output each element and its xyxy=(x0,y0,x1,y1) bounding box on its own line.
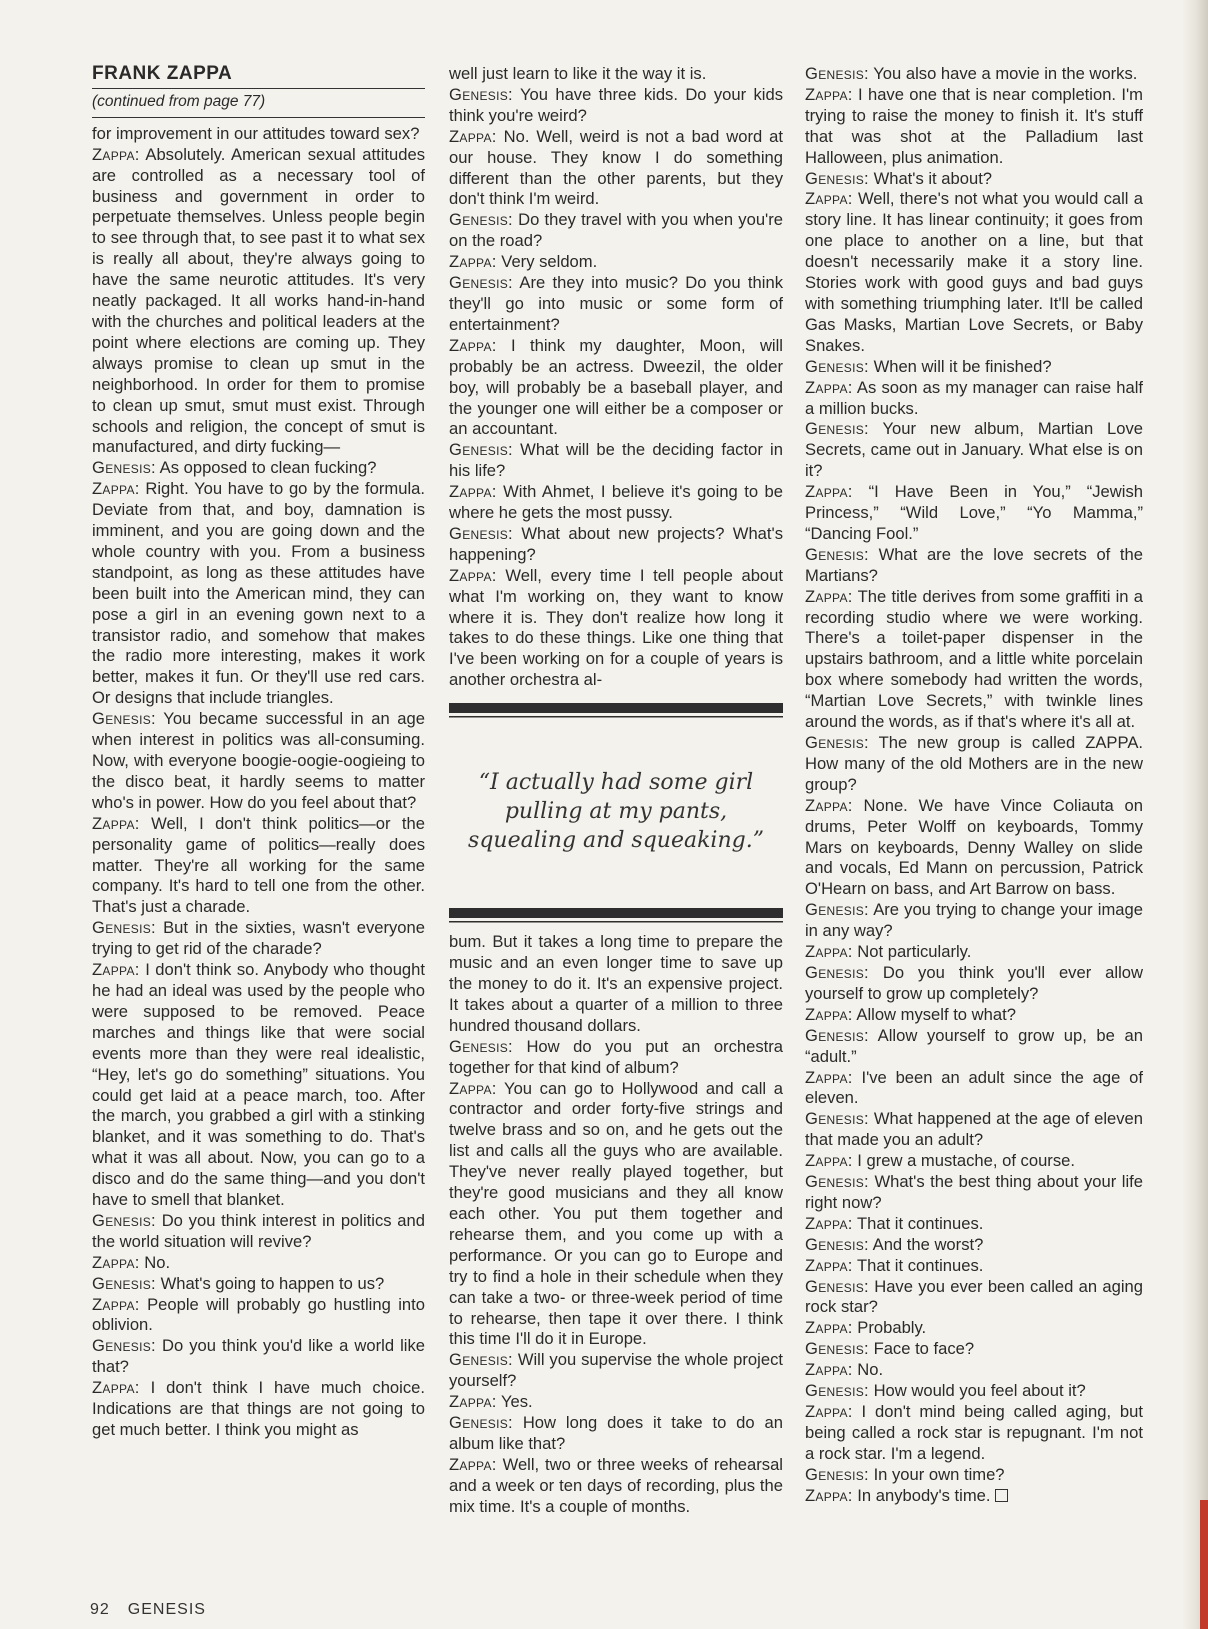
paragraph-text: Face to face? xyxy=(873,1339,975,1359)
paragraph-text: Not particularly. xyxy=(857,942,972,962)
paragraph-text: In anybody's time. xyxy=(857,1485,991,1505)
paragraph-text: Right. You have to go by the formula. Deviate from that, and boy, damnation is imminent, and you are going down and the whole country with you. From a business standpoint, as long as these attitudes have been built into the American mind, they can pose a girl in an evening gown next to a transistor radio, and somehow that makes the radio more interesting, makes it work better, makes it fun. Or they'll use red cars. Or designs that include triangles. xyxy=(92,479,425,708)
speaker-label: Genesis: xyxy=(805,1025,869,1045)
interview-paragraph xyxy=(449,1413,783,1455)
speaker-label: Genesis: xyxy=(805,1339,869,1359)
paragraph-text: I think my daughter, Moon, will probably be an actress. Dweezil, the older boy, will probably be a baseball player, and the younger one will either be a composer or an accountant. xyxy=(449,335,783,439)
speaker-label: Zappa: xyxy=(92,960,140,980)
speaker-label: Genesis: xyxy=(805,1172,869,1192)
paragraph-text: No. xyxy=(857,1360,884,1380)
paragraph-text: None. We have Vince Coliauta on drums, Peter Wolff on keyboards, Tommy Mars on keyboards, Denny Walley on slide and vocals, Ed Mann on percussion, Patrick O'Hearn on bass, and Art Barrow on bass. xyxy=(805,795,1143,899)
paragraph-text: What are the love secrets of the Martians? xyxy=(805,544,1143,585)
speaker-label: Zappa: xyxy=(92,479,140,499)
interview-paragraph xyxy=(805,1381,1143,1402)
speaker-label: Genesis: xyxy=(92,458,156,478)
paragraph-text: bum. But it takes a long time to prepare the music and an even longer time to save up the money to do it. It's an expensive project. It takes about a quarter of a million to three hundred thousand dollars. xyxy=(449,932,783,1035)
interview-paragraph xyxy=(805,900,1143,942)
pull-quote-rule-top xyxy=(449,703,783,713)
paragraph-text: What's the best thing about your life right now? xyxy=(805,1172,1143,1212)
interview-paragraph xyxy=(805,1005,1143,1026)
interview-paragraph xyxy=(805,189,1143,356)
paragraph-text: How would you feel about it? xyxy=(873,1381,1086,1401)
interview-paragraph xyxy=(805,378,1143,420)
paragraph-text: That it continues. xyxy=(856,1255,984,1275)
interview-paragraph xyxy=(805,1486,1143,1507)
interview-paragraph xyxy=(92,458,425,479)
interview-paragraph xyxy=(449,210,783,252)
paragraph-text: Have you ever been called an aging rock star? xyxy=(805,1276,1143,1317)
paragraph-text: How do you put an orchestra together for that kind of album? xyxy=(449,1036,783,1077)
interview-paragraph xyxy=(92,1336,425,1378)
column-2 xyxy=(449,64,783,1518)
paragraph-text: Well, two or three weeks of rehearsal and a week or ten days of recording, plus the mix time. It's a couple of months. xyxy=(449,1454,783,1516)
spine-red-edge xyxy=(1200,1500,1208,1629)
interview-paragraph xyxy=(805,1339,1143,1360)
interview-paragraph xyxy=(449,85,783,127)
interview-paragraph xyxy=(449,1079,783,1351)
paragraph-text: What's going to happen to us? xyxy=(160,1273,385,1293)
speaker-label: Genesis: xyxy=(805,733,869,752)
paragraph-text: No. Well, weird is not a bad word at our house. They know I do something different than the other parents, but they don't think I'm weird. xyxy=(449,126,783,209)
paragraph-text: I don't mind being called aging, but being called a rock star is repugnant. I'm not a rock star. I'm a legend. xyxy=(805,1402,1143,1463)
interview-paragraph xyxy=(92,1253,425,1274)
paragraph-text: Well, every time I tell people about what I'm working on, they want to know where it is. They don't realize how long it takes to do these things. Like one thing that I've been working on for a couple of years is another orchestra al- xyxy=(449,565,783,690)
paragraph-text: I have one that is near completion. I'm trying to raise the money to finish it. It's stuff that was shot at the Palladium last Halloween, plus animation. xyxy=(805,84,1143,167)
paragraph-text: Very seldom. xyxy=(501,252,598,272)
interview-paragraph xyxy=(805,169,1143,190)
speaker-label: Zappa: xyxy=(805,1360,853,1380)
paragraph-text: Yes. xyxy=(500,1392,533,1412)
paragraph-text: Absolutely. American sexual attitudes are controlled as a necessary tool of business and government in order to perpetuate themselves. Unless people begin to see through that, to see past it to what sex is really all about, they're always going to have the same neurotic attitudes. It's very neatly packaged. It all works hand-in-hand with the churches and political leaders at the point where elections are coming up. They always promise to clean up smut in the neighborhood. In order for them to promise to clean up smut, smut must exist. Through schools and religion, the concept of smut is manufactured, and dirty fucking— xyxy=(92,144,425,457)
speaker-label: Genesis: xyxy=(92,1336,156,1356)
speaker-label: Zappa: xyxy=(805,1485,853,1505)
interview-paragraph xyxy=(805,963,1143,1005)
paragraph-text: Are they into music? Do you think they'll go into music or some form of entertainment? xyxy=(449,273,783,334)
speaker-label: Genesis: xyxy=(805,1276,869,1296)
paragraph-text: With Ahmet, I believe it's going to be where he gets the most pussy. xyxy=(449,482,783,523)
speaker-label: Zappa: xyxy=(805,795,853,815)
speaker-label: Genesis: xyxy=(92,1210,156,1230)
paragraph-text: What's it about? xyxy=(873,168,993,188)
interview-paragraph xyxy=(449,252,783,273)
speaker-label: Zappa: xyxy=(92,813,140,833)
interview-paragraph xyxy=(92,918,425,960)
speaker-label: Genesis: xyxy=(805,1109,869,1129)
speaker-label: Zappa: xyxy=(805,1004,853,1024)
paragraph-text: You have three kids. Do your kids think you're weird? xyxy=(449,84,784,125)
speaker-label: Zappa: xyxy=(805,1402,853,1421)
end-mark-icon xyxy=(995,1489,1008,1502)
paragraph-text: Allow myself to what? xyxy=(856,1004,1016,1024)
interview-paragraph xyxy=(92,1378,425,1441)
paragraph-text: “I Have Been in You,” “Jewish Princess,” “Wild Love,” “Yo Mamma,” “Dancing Fool.” xyxy=(805,482,1143,543)
paragraph-text: How long does it take to do an album like that? xyxy=(449,1413,783,1453)
interview-paragraph xyxy=(805,1256,1143,1277)
interview-paragraph xyxy=(449,1037,783,1079)
interview-paragraph xyxy=(449,1392,783,1413)
speaker-label: Genesis: xyxy=(805,900,869,920)
paragraph-text: No. xyxy=(144,1252,171,1272)
speaker-label: Zappa: xyxy=(805,1255,853,1275)
paragraph-text: I grew a mustache, of course. xyxy=(857,1151,1075,1171)
magazine-name: GENESIS xyxy=(127,1601,206,1618)
speaker-label: Zappa: xyxy=(805,586,853,606)
interview-paragraph xyxy=(92,709,425,814)
speaker-label: Genesis: xyxy=(92,709,156,729)
column-3 xyxy=(805,64,1143,1507)
interview-paragraph xyxy=(805,796,1143,901)
paragraph-text: But in the sixties, wasn't everyone trying to get rid of the charade? xyxy=(92,918,425,959)
speaker-label: Zappa: xyxy=(92,1378,140,1398)
column-2-bottom-body xyxy=(449,932,783,1517)
interview-paragraph xyxy=(805,482,1143,545)
interview-paragraph xyxy=(805,64,1143,85)
speaker-label: Genesis: xyxy=(449,84,513,104)
speaker-label: Zappa: xyxy=(449,1454,497,1474)
interview-paragraph xyxy=(449,1455,783,1518)
paragraph-text: What about new projects? What's happening? xyxy=(449,523,783,564)
interview-paragraph xyxy=(805,1214,1143,1235)
column-1-body xyxy=(92,124,425,1441)
speaker-label: Zappa: xyxy=(805,1067,853,1087)
page-spine-shadow xyxy=(1182,0,1208,1629)
speaker-label: Zappa: xyxy=(805,1318,853,1338)
speaker-label: Genesis: xyxy=(805,64,869,83)
speaker-label: Zappa: xyxy=(92,1252,140,1272)
speaker-label: Zappa: xyxy=(805,942,853,962)
interview-paragraph xyxy=(92,960,425,1211)
interview-paragraph xyxy=(449,1350,783,1392)
speaker-label: Genesis: xyxy=(92,918,156,938)
interview-paragraph xyxy=(805,1026,1143,1068)
interview-paragraph xyxy=(449,524,783,566)
interview-paragraph xyxy=(449,336,783,441)
page-footer xyxy=(90,1601,224,1619)
paragraph-text: Well, there's not what you would call a story line. It has linear continuity; it goes from one place to another on a line, but that doesn't necessarily make it a story line. Stories work with good guys and bad guys with something triumphing later. It'll be called Gas Masks, Martian Love Secrets, or Baby Snakes. xyxy=(805,189,1143,355)
speaker-label: Genesis: xyxy=(805,962,869,982)
interview-paragraph xyxy=(92,1295,425,1337)
column-2-top-body xyxy=(449,64,783,691)
speaker-label: Genesis: xyxy=(449,1350,513,1370)
paragraph-text: You also have a movie in the works. xyxy=(873,64,1138,83)
speaker-label: Zappa: xyxy=(805,84,853,104)
paragraph-text: I've been an adult since the age of eleven. xyxy=(805,1067,1143,1108)
paragraph-text: I don't think I have much choice. Indications are that things are not going to get much better. I think you might as xyxy=(92,1378,425,1439)
paragraph-text: As soon as my manager can raise half a million bucks. xyxy=(805,377,1143,418)
pull-quote-rule-bottom xyxy=(449,908,783,918)
speaker-label: Zappa: xyxy=(449,252,497,272)
speaker-label: Genesis: xyxy=(805,419,869,439)
paragraph-text: Are you trying to change your image in any way? xyxy=(805,900,1143,941)
interview-paragraph xyxy=(92,124,425,145)
interview-paragraph xyxy=(805,942,1143,963)
page-number: 92 xyxy=(90,1601,110,1618)
paragraph-text: well just learn to like it the way it is. xyxy=(449,64,707,83)
interview-paragraph xyxy=(449,273,783,336)
continued-note: (continued from page 77) xyxy=(92,89,425,118)
interview-paragraph xyxy=(805,1235,1143,1256)
speaker-label: Genesis: xyxy=(805,1381,869,1401)
paragraph-text: Will you supervise the whole project yourself? xyxy=(449,1350,783,1391)
paragraph-text: People will probably go hustling into oblivion. xyxy=(92,1294,425,1335)
interview-paragraph xyxy=(92,145,425,459)
interview-paragraph xyxy=(92,479,425,709)
interview-paragraph xyxy=(805,733,1143,796)
speaker-label: Genesis: xyxy=(449,523,513,543)
interview-paragraph xyxy=(805,1109,1143,1151)
paragraph-text: for improvement in our attitudes toward sex? xyxy=(92,123,420,143)
interview-paragraph xyxy=(92,1211,425,1253)
interview-paragraph xyxy=(449,482,783,524)
interview-paragraph xyxy=(805,1360,1143,1381)
paragraph-text: I don't think so. Anybody who thought he had an ideal was used by the people who were supposed to be removed. Peace marches and things like that were social events more than they were real idealistic, “Hey, let's go do something” situations. You could get laid at a peace march, too. After the march, you grabbed a girl with a stinking blanket, and it was something to do. That's what it was all about. Now, you can go to a disco and do the same thing—and you don't have to smell that blanket. xyxy=(92,960,425,1210)
speaker-label: Zappa: xyxy=(449,565,497,585)
column-3-body xyxy=(805,64,1143,1507)
interview-paragraph xyxy=(805,1465,1143,1486)
paragraph-text: Do you think you'd like a world like that? xyxy=(92,1336,425,1377)
paragraph-text: Well, I don't think politics—or the personality game of politics—really does matter. They're all working for the same company. It's hard to tell one from the other. That's just a charade. xyxy=(92,813,425,917)
paragraph-text: The new group is called ZAPPA. How many of the old Mothers are in the new group? xyxy=(805,733,1144,794)
paragraph-text: What will be the deciding factor in his life? xyxy=(449,440,783,481)
speaker-label: Genesis: xyxy=(805,168,869,188)
interview-paragraph xyxy=(805,1402,1143,1465)
speaker-label: Genesis: xyxy=(449,440,513,460)
interview-paragraph xyxy=(805,419,1143,482)
paragraph-text: And the worst? xyxy=(872,1234,984,1254)
interview-paragraph xyxy=(92,1274,425,1295)
interview-paragraph xyxy=(805,1277,1143,1319)
speaker-label: Zappa: xyxy=(449,1078,497,1098)
interview-paragraph xyxy=(449,64,783,85)
paragraph-text: As opposed to clean fucking? xyxy=(159,458,377,478)
speaker-label: Genesis: xyxy=(449,210,513,230)
pull-quote: “I actually had some girl pulling at my pants, squealing and squeaking.” xyxy=(468,770,764,854)
interview-paragraph xyxy=(805,1151,1143,1172)
paragraph-text: Do they travel with you when you're on the road? xyxy=(449,210,783,251)
interview-paragraph xyxy=(92,814,425,919)
interview-paragraph xyxy=(805,545,1143,587)
speaker-label: Zappa: xyxy=(449,1392,497,1412)
speaker-label: Zappa: xyxy=(805,1213,853,1233)
interview-paragraph xyxy=(449,932,783,1037)
article-title: FRANK ZAPPA xyxy=(92,63,233,84)
speaker-label: Zappa: xyxy=(805,377,853,397)
interview-paragraph xyxy=(805,1068,1143,1110)
paragraph-text: Do you think interest in politics and the world situation will revive? xyxy=(92,1210,425,1251)
speaker-label: Zappa: xyxy=(805,189,853,209)
speaker-label: Zappa: xyxy=(92,144,140,164)
paragraph-text: Allow yourself to grow up, be an “adult.” xyxy=(805,1025,1143,1066)
speaker-label: Zappa: xyxy=(449,335,497,355)
speaker-label: Genesis: xyxy=(92,1273,156,1293)
paragraph-text: Your new album, Martian Love Secrets, came out in January. What else is on it? xyxy=(805,419,1144,481)
speaker-label: Zappa: xyxy=(92,1294,140,1314)
paragraph-text: That it continues. xyxy=(856,1213,984,1233)
paragraph-text: You became successful in an age when interest in politics was all-consuming. Now, with everyone boogie-oogie-oogieing to the disco beat, it hardly seems to matter who's in power. How do you feel about that? xyxy=(92,709,425,812)
pull-quote-box xyxy=(449,703,783,918)
speaker-label: Genesis: xyxy=(805,356,869,376)
interview-paragraph xyxy=(449,440,783,482)
paragraph-text: Do you think you'll ever allow yourself to grow up completely? xyxy=(805,962,1143,1003)
speaker-label: Zappa: xyxy=(449,126,497,146)
interview-paragraph xyxy=(805,85,1143,169)
interview-paragraph xyxy=(449,566,783,691)
paragraph-text: Probably. xyxy=(857,1318,927,1338)
speaker-label: Genesis: xyxy=(805,1234,869,1254)
interview-paragraph xyxy=(805,587,1143,733)
speaker-label: Genesis: xyxy=(805,544,869,564)
paragraph-text: You can go to Hollywood and call a contractor and order forty-five strings and twelve brass and so on, and he gets out the list and calls all the guys who are available. They've never really played together, but they're good musicians and they all know each other. You put them together and rehearse them, and you come up with a performance. Or you can go to Europe and try to find a hole in their schedule when they can take a two- or three-week period of time to rehearse, then tape it over there. I think this time I'll do it in Europe. xyxy=(449,1078,783,1349)
speaker-label: Genesis: xyxy=(449,273,513,293)
speaker-label: Zappa: xyxy=(449,482,497,502)
column-1 xyxy=(92,64,425,1441)
interview-paragraph xyxy=(805,357,1143,378)
paragraph-text: What happened at the age of eleven that made you an adult? xyxy=(805,1109,1143,1150)
speaker-label: Genesis: xyxy=(805,1464,869,1484)
speaker-label: Zappa: xyxy=(805,482,853,502)
paragraph-text: The title derives from some graffiti in a recording studio where we were working. There's a toilet-paper dispenser in the upstairs bathroom, and a little white porcelain box where somebody had written the words, “Martian Love Secrets,” with twinkle lines around the words, as if that's where it's all at. xyxy=(805,586,1144,732)
speaker-label: Genesis: xyxy=(449,1413,513,1433)
speaker-label: Zappa: xyxy=(805,1151,853,1171)
interview-paragraph xyxy=(449,127,783,211)
interview-paragraph xyxy=(805,1318,1143,1339)
paragraph-text: When will it be finished? xyxy=(873,356,1052,376)
interview-paragraph xyxy=(805,1172,1143,1214)
speaker-label: Genesis: xyxy=(449,1036,513,1056)
paragraph-text: In your own time? xyxy=(873,1464,1005,1484)
